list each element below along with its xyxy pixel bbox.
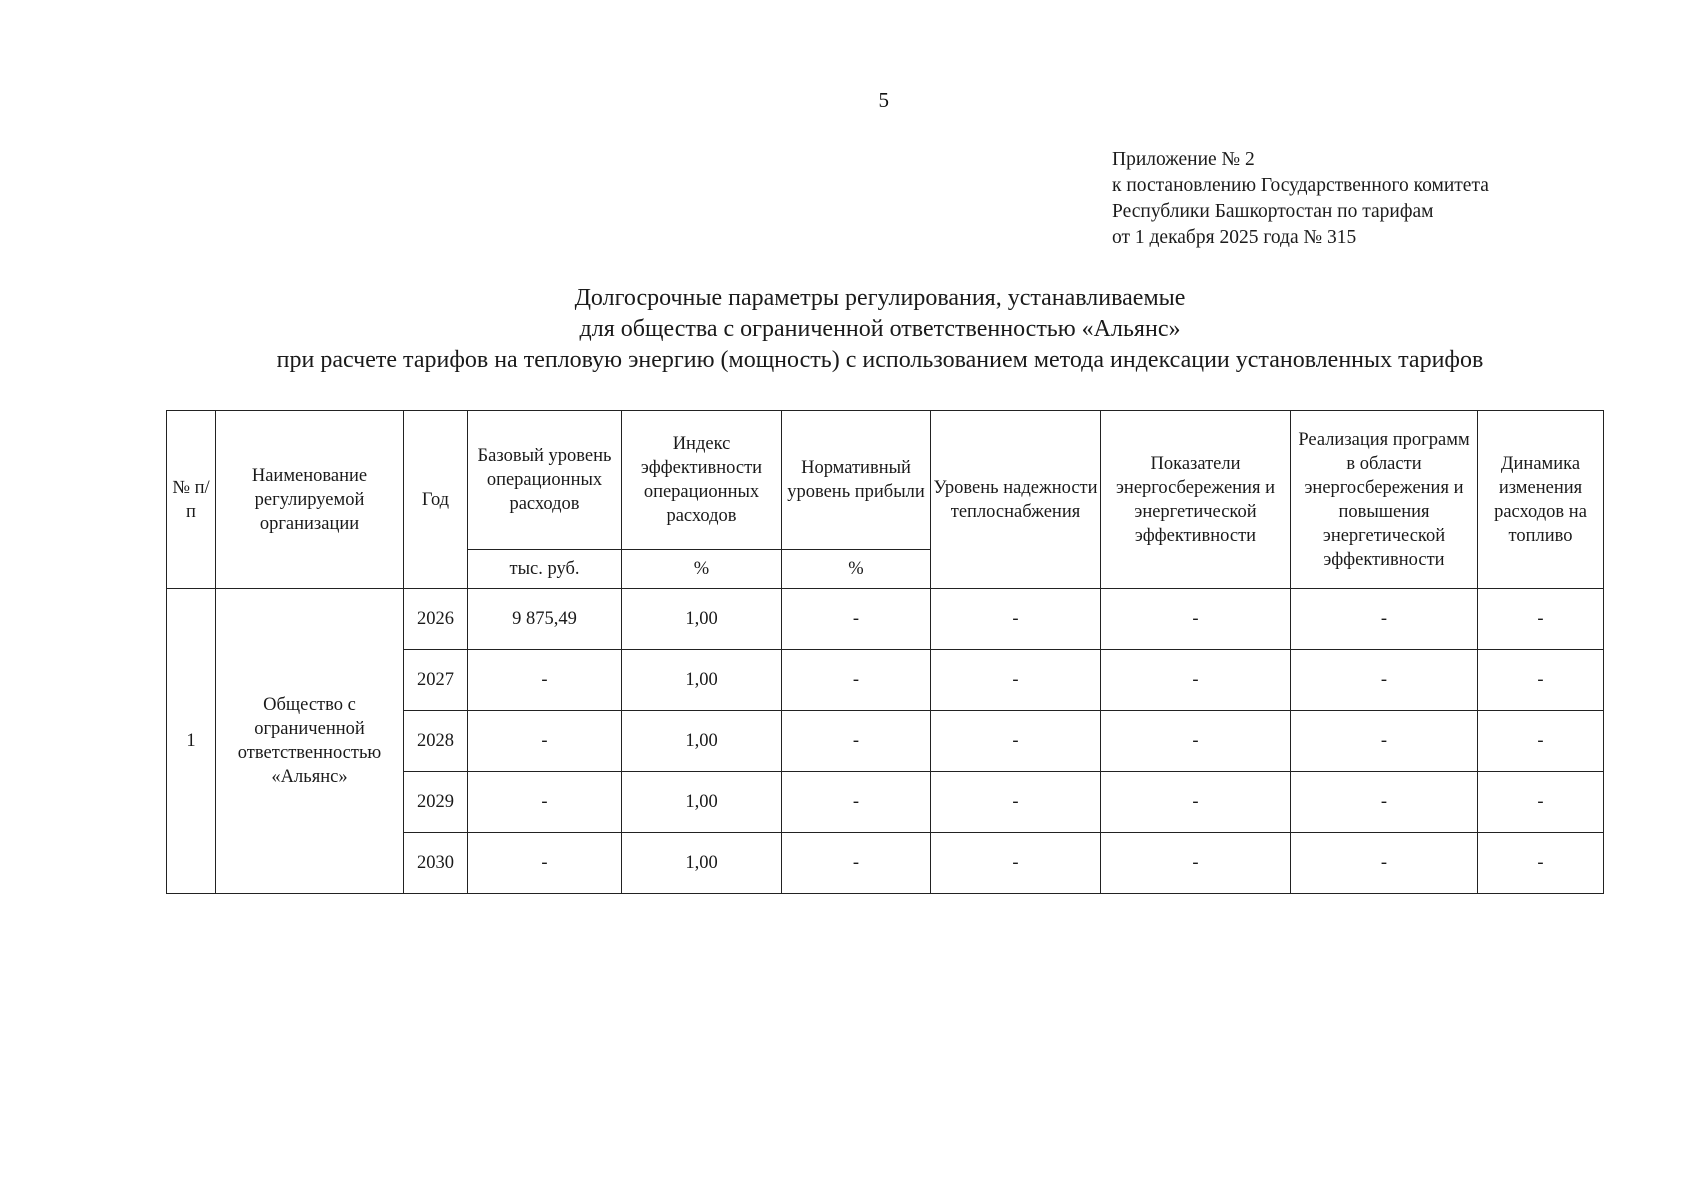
cell-reliability: - (931, 589, 1101, 650)
title-line: для общества с ограниченной ответственностью «Альянс» (579, 316, 1181, 342)
row-number: 1 (167, 589, 216, 894)
cell-programs: - (1291, 772, 1478, 833)
unit-efficiency-index: % (622, 550, 782, 589)
unit-base-level: тыс. руб. (468, 550, 622, 589)
cell-profit-level: - (782, 772, 931, 833)
header-num: № п/п (167, 411, 216, 589)
cell-fuel-dynamics: - (1478, 772, 1604, 833)
cell-profit-level: - (782, 833, 931, 894)
unit-profit-level: % (782, 550, 931, 589)
cell-profit-level: - (782, 589, 931, 650)
appendix-line: Приложение № 2 (1112, 149, 1255, 170)
cell-energy-indicators: - (1101, 711, 1291, 772)
cell-energy-indicators: - (1101, 772, 1291, 833)
cell-programs: - (1291, 833, 1478, 894)
cell-year: 2028 (404, 711, 468, 772)
page-number: 5 (878, 88, 890, 112)
cell-base-level: - (468, 772, 622, 833)
cell-fuel-dynamics: - (1478, 650, 1604, 711)
title-line: при расчете тарифов на тепловую энергию (мощность) с использованием метода индексации установленных тарифов (276, 347, 1484, 373)
cell-year: 2030 (404, 833, 468, 894)
document-title (180, 283, 1580, 376)
cell-energy-indicators: - (1101, 650, 1291, 711)
cell-reliability: - (931, 650, 1101, 711)
cell-base-level: - (468, 711, 622, 772)
organization-name: Общество с ограниченной ответственностью «Альянс» (216, 589, 404, 894)
cell-reliability: - (931, 711, 1101, 772)
appendix-line: Республики Башкортостан по тарифам (1112, 201, 1434, 222)
cell-efficiency-index: 1,00 (622, 772, 782, 833)
header-organization: Наименование регулируемой организации (216, 411, 404, 589)
cell-efficiency-index: 1,00 (622, 833, 782, 894)
header-energy-indicators: Показатели энергосбережения и энергетической эффективности (1101, 411, 1291, 589)
cell-efficiency-index: 1,00 (622, 589, 782, 650)
cell-base-level: 9 875,49 (468, 589, 622, 650)
cell-year: 2026 (404, 589, 468, 650)
cell-base-level: - (468, 650, 622, 711)
cell-energy-indicators: - (1101, 833, 1291, 894)
cell-fuel-dynamics: - (1478, 833, 1604, 894)
table-row (167, 589, 1604, 650)
appendix-line: к постановлению Государственного комитета (1112, 175, 1489, 196)
appendix-block (1112, 147, 1489, 251)
header-profit-level: Нормативный уровень прибыли (782, 411, 931, 550)
cell-year: 2027 (404, 650, 468, 711)
cell-efficiency-index: 1,00 (622, 650, 782, 711)
cell-programs: - (1291, 589, 1478, 650)
parameters-table (166, 410, 1604, 894)
cell-profit-level: - (782, 711, 931, 772)
title-line: Долгосрочные параметры регулирования, устанавливаемые (574, 285, 1186, 311)
header-efficiency-index: Индекс эффективности операционных расходов (622, 411, 782, 550)
cell-reliability: - (931, 772, 1101, 833)
appendix-line: от 1 декабря 2025 года № 315 (1112, 227, 1357, 248)
cell-fuel-dynamics: - (1478, 589, 1604, 650)
cell-energy-indicators: - (1101, 589, 1291, 650)
header-year: Год (404, 411, 468, 589)
cell-year: 2029 (404, 772, 468, 833)
cell-base-level: - (468, 833, 622, 894)
header-fuel-dynamics: Динамика изменения расходов на топливо (1478, 411, 1604, 589)
cell-profit-level: - (782, 650, 931, 711)
cell-fuel-dynamics: - (1478, 711, 1604, 772)
cell-programs: - (1291, 650, 1478, 711)
cell-reliability: - (931, 833, 1101, 894)
header-base-level: Базовый уровень операционных расходов (468, 411, 622, 550)
header-programs: Реализация программ в области энергосбережения и повышения энергетической эффективности (1291, 411, 1478, 589)
cell-efficiency-index: 1,00 (622, 711, 782, 772)
header-reliability: Уровень надежности теплоснабжения (931, 411, 1101, 589)
cell-programs: - (1291, 711, 1478, 772)
